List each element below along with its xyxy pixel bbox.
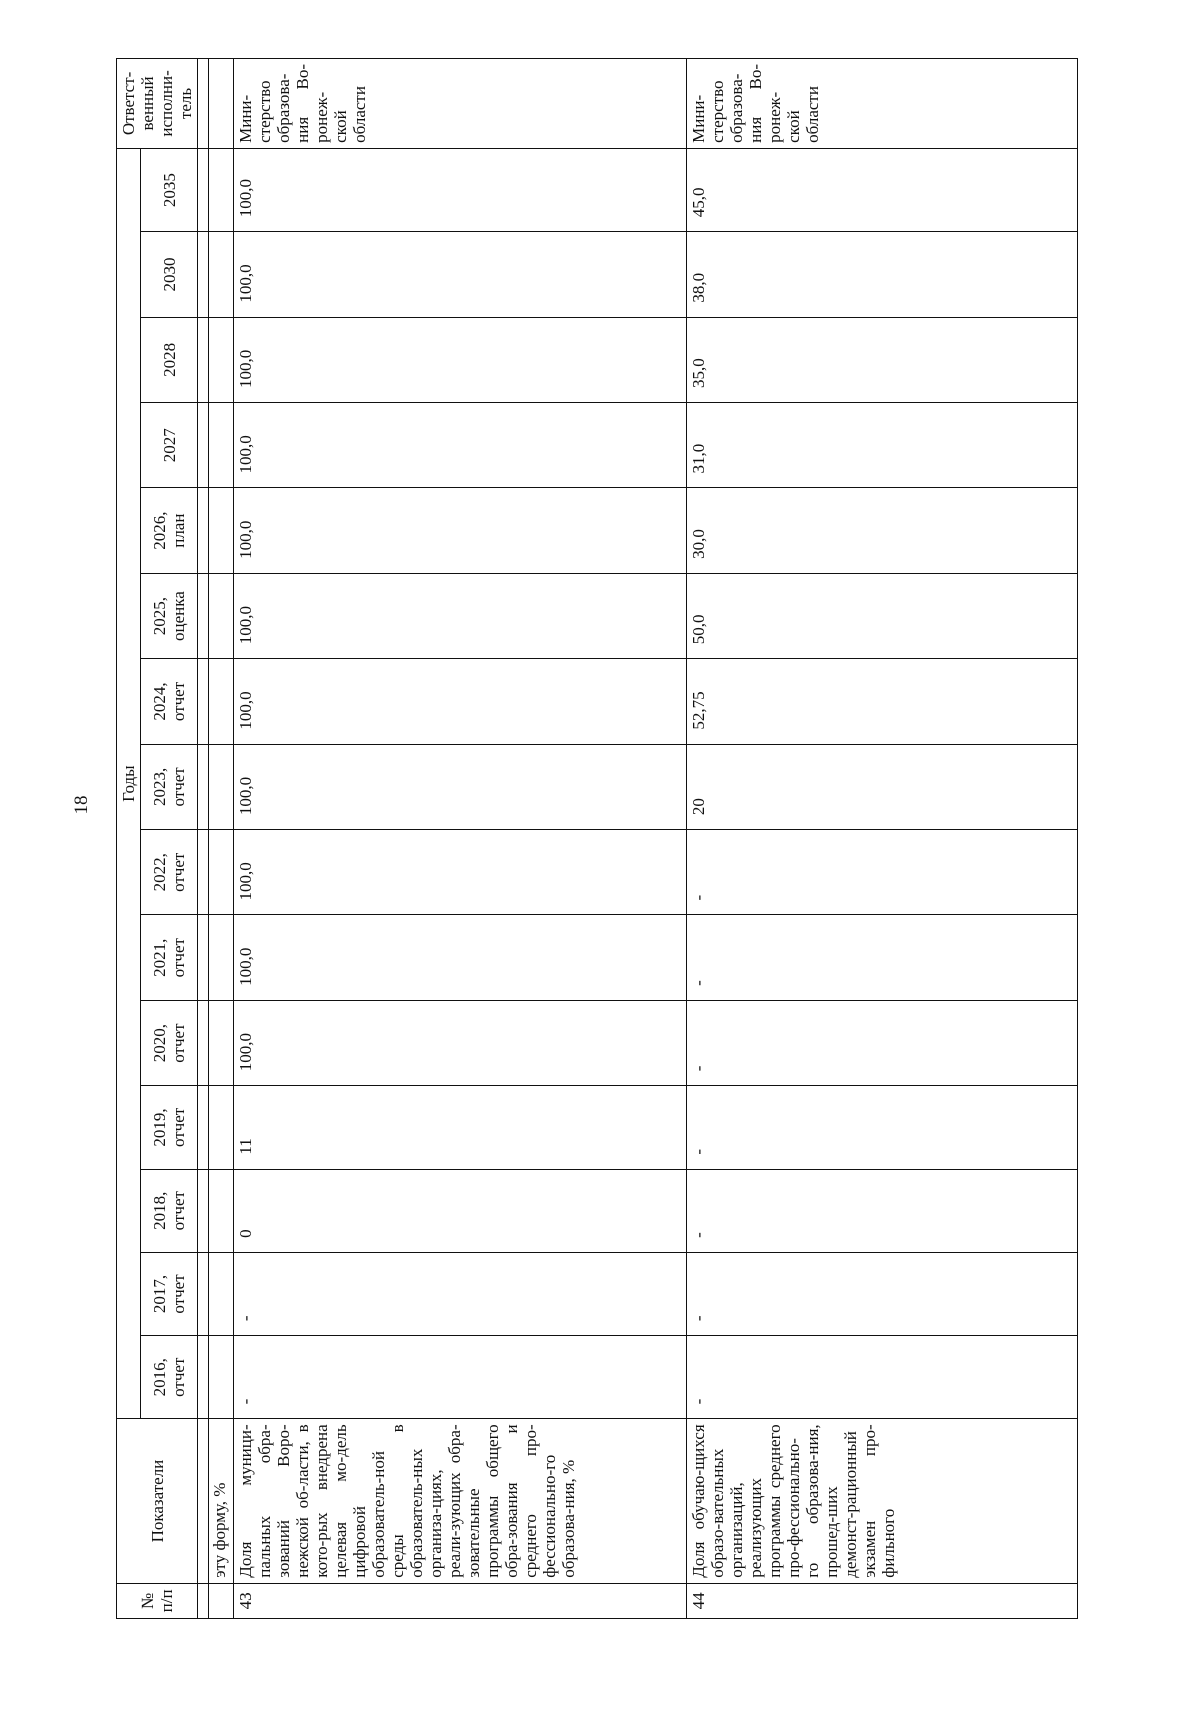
continuation-row	[209, 59, 234, 1619]
year-value: 11	[234, 1086, 687, 1169]
header-year: 2017, отчет	[141, 1252, 198, 1335]
indicator-text: Доля муници-пальных обра-зований Воро-нежской об-ласти, в кото-рых внедрена целевая мо-дель цифровой образователь-ной среды в образователь-ных организа-циях, реали-зующих обра-зовательные программы общего обра-зования и среднего про-фессионально-го образова-ния, %	[234, 1419, 687, 1583]
header-row-3	[198, 59, 209, 1619]
header-year: 2030	[141, 232, 198, 317]
cell	[209, 59, 234, 149]
year-value: 100,0	[234, 488, 687, 573]
page-number: 18	[71, 795, 92, 815]
year-value: 100,0	[234, 403, 687, 488]
header-num: № п/п	[117, 1583, 198, 1618]
header-spacer	[198, 744, 209, 829]
year-value: 100,0	[234, 573, 687, 658]
header-spacer	[198, 1000, 209, 1085]
cell	[209, 1336, 234, 1419]
rotated-table-container	[116, 58, 1084, 1619]
year-value: -	[687, 1252, 1078, 1335]
header-spacer	[198, 1252, 209, 1335]
header-responsible: Ответст-венный исполни-тель	[117, 59, 198, 149]
cell	[209, 317, 234, 402]
year-value: -	[687, 1336, 1078, 1419]
header-row-1	[117, 59, 141, 1619]
header-spacer	[198, 573, 209, 658]
header-year: 2020, отчет	[141, 1000, 198, 1085]
year-value: 0	[234, 1169, 687, 1252]
table-row	[234, 59, 687, 1619]
header-year: 2018, отчет	[141, 1169, 198, 1252]
header-spacer	[198, 59, 209, 149]
responsible-executor: Мини-стерство образова-ния Во-ронеж-ской области	[687, 59, 1078, 149]
header-year: 2027	[141, 403, 198, 488]
cell	[209, 1169, 234, 1252]
cell	[209, 744, 234, 829]
cell	[209, 1086, 234, 1169]
row-number: 43	[234, 1583, 687, 1618]
cell	[209, 1252, 234, 1335]
year-value: 100,0	[234, 915, 687, 1000]
cell	[209, 573, 234, 658]
year-value: 45,0	[687, 148, 1078, 231]
header-spacer	[198, 659, 209, 744]
header-year: 2022, отчет	[141, 830, 198, 915]
cell	[209, 659, 234, 744]
header-spacer	[198, 1086, 209, 1169]
responsible-executor: Мини-стерство образова-ния Во-ронеж-ской области	[234, 59, 687, 149]
header-spacer	[198, 148, 209, 231]
row-number: 44	[687, 1583, 1078, 1618]
header-year: 2016, отчет	[141, 1336, 198, 1419]
year-value: 38,0	[687, 232, 1078, 317]
cell	[209, 915, 234, 1000]
year-value: 100,0	[234, 232, 687, 317]
year-value: -	[687, 915, 1078, 1000]
year-value: -	[687, 1086, 1078, 1169]
header-spacer	[198, 403, 209, 488]
year-value: -	[687, 1169, 1078, 1252]
year-value: -	[234, 1336, 687, 1419]
header-spacer	[198, 1419, 209, 1583]
header-year: 2021, отчет	[141, 915, 198, 1000]
header-spacer	[198, 232, 209, 317]
header-year: 2026, план	[141, 488, 198, 573]
year-value: 100,0	[234, 1000, 687, 1085]
year-value: 50,0	[687, 573, 1078, 658]
header-year: 2028	[141, 317, 198, 402]
year-value: 100,0	[234, 317, 687, 402]
cell	[209, 148, 234, 231]
cell	[209, 232, 234, 317]
cell	[209, 1583, 234, 1618]
header-year: 2019, отчет	[141, 1086, 198, 1169]
year-value: 100,0	[234, 830, 687, 915]
cell	[209, 830, 234, 915]
cell	[209, 488, 234, 573]
header-indicator: Показатели	[117, 1419, 198, 1583]
year-value: 100,0	[234, 744, 687, 829]
header-spacer	[198, 830, 209, 915]
year-value: 30,0	[687, 488, 1078, 573]
year-value: 100,0	[234, 659, 687, 744]
continuation-text: эту форму, %	[209, 1419, 234, 1583]
year-value: -	[687, 1000, 1078, 1085]
indicators-table	[116, 58, 1078, 1619]
header-spacer	[198, 317, 209, 402]
header-row-2	[141, 59, 198, 1619]
year-value: 31,0	[687, 403, 1078, 488]
header-spacer	[198, 915, 209, 1000]
header-spacer	[198, 488, 209, 573]
header-year: 2035	[141, 148, 198, 231]
header-spacer	[198, 1169, 209, 1252]
year-value: 52,75	[687, 659, 1078, 744]
header-year: 2024, отчет	[141, 659, 198, 744]
year-value: -	[687, 830, 1078, 915]
year-value: 100,0	[234, 148, 687, 231]
header-spacer	[198, 1336, 209, 1419]
year-value: -	[234, 1252, 687, 1335]
year-value: 35,0	[687, 317, 1078, 402]
header-year: 2023, отчет	[141, 744, 198, 829]
header-year: 2025, оценка	[141, 573, 198, 658]
header-years-group: Годы	[117, 148, 141, 1418]
year-value: 20	[687, 744, 1078, 829]
header-spacer	[198, 1583, 209, 1618]
cell	[209, 1000, 234, 1085]
cell	[209, 403, 234, 488]
indicator-text: Доля обучаю-щихся образо-вательных организаций, реализующих программы среднего про-фессионально-го образова-ния, прошед-ших демонст-рационный экзамен про-фильного	[687, 1419, 1078, 1583]
table-row	[687, 59, 1078, 1619]
